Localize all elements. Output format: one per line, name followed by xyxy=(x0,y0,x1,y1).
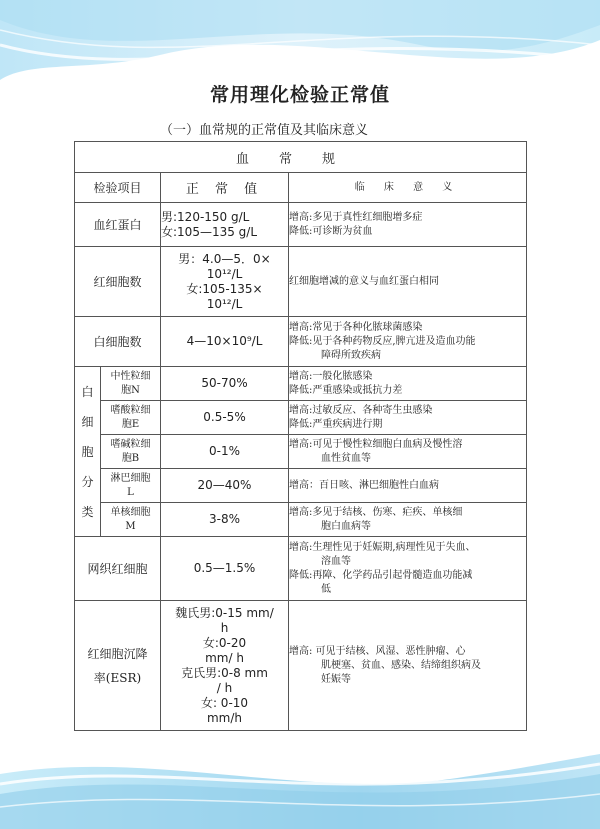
clinical-meaning: 增高:一般化脓感染 降低:严重感染或抵抗力差 xyxy=(289,367,527,401)
clinical-meaning: 增高:常见于各种化脓球菌感染 降低:见于各种药物反应,脾亢进及造血功能 障碍所致疾病 xyxy=(289,317,527,367)
item-name: 红细胞数 xyxy=(75,247,161,317)
bottom-wave-decoration xyxy=(0,729,600,829)
normal-value: 魏氏男:0-15 mm/ h 女:0-20 mm/ h 克氏男:0-8 mm / h 女: 0-10 mm/h xyxy=(161,601,289,731)
table-row xyxy=(75,503,527,537)
item-name: 单核细胞 M xyxy=(101,503,161,537)
item-name: 红细胞沉降 率(ESR) xyxy=(75,601,161,731)
normal-value: 男：4.0—5．0× 10¹²/L 女:105-135× 10¹²/L xyxy=(161,247,289,317)
table-header-title: 血常规 xyxy=(75,142,527,173)
clinical-meaning: 增高:多见于结核、伤寒、疟疾、单核细 胞白血病等 xyxy=(289,503,527,537)
table-row xyxy=(75,247,527,317)
column-header-clinical: 临 床 意 义 xyxy=(289,173,527,203)
section-subtitle: （一）血常规的正常值及其临床意义 xyxy=(160,123,369,138)
normal-value: 50-70% xyxy=(161,367,289,401)
clinical-meaning: 增高: 可见于结核、风湿、恶性肿瘤、心 肌梗塞、贫血、感染、结缔组织病及 妊娠等 xyxy=(289,601,527,731)
group-label-char: 胞 xyxy=(81,444,94,459)
clinical-meaning: 红细胞增减的意义与血红蛋白相同 xyxy=(289,247,527,317)
wbc-group-label xyxy=(75,367,101,537)
table-row xyxy=(75,537,527,601)
item-name: 嗜酸粒细 胞E xyxy=(101,401,161,435)
normal-value: 3-8% xyxy=(161,503,289,537)
normal-value: 20—40% xyxy=(161,469,289,503)
clinical-meaning: 增高:可见于慢性粒细胞白血病及慢性溶 血性贫血等 xyxy=(289,435,527,469)
table-row xyxy=(75,401,527,435)
blood-routine-table xyxy=(74,141,527,731)
table-row xyxy=(75,469,527,503)
group-label-char: 分 xyxy=(81,474,94,489)
normal-value: 4—10×10⁹/L xyxy=(161,317,289,367)
table-row xyxy=(75,317,527,367)
group-label-char: 细 xyxy=(81,414,94,429)
page-title: 常用理化检验正常值 xyxy=(209,84,390,106)
clinical-meaning: 增高:过敏反应、各种寄生虫感染 降低:严重疾病进行期 xyxy=(289,401,527,435)
item-name: 淋巴细胞 L xyxy=(101,469,161,503)
normal-value: 0.5-5% xyxy=(161,401,289,435)
group-label-char: 类 xyxy=(81,504,94,519)
item-name: 嗜碱粒细 胞B xyxy=(101,435,161,469)
clinical-meaning: 增高:生理性见于妊娠期,病理性见于失血、 溶血等 降低:再障、化学药品引起骨髓造血功能减 低 xyxy=(289,537,527,601)
normal-value: 0.5—1.5% xyxy=(161,537,289,601)
table-row xyxy=(75,367,527,401)
column-header-normal: 正 常 值 xyxy=(161,173,289,203)
normal-value: 0-1% xyxy=(161,435,289,469)
table-row xyxy=(75,601,527,731)
normal-value: 男:120-150 g/L 女:105—135 g/L xyxy=(161,203,289,247)
column-header-item: 检验项目 xyxy=(75,173,161,203)
clinical-meaning: 增高：百日咳、淋巴细胞性白血病 xyxy=(289,469,527,503)
table-row xyxy=(75,203,527,247)
item-name: 网织红细胞 xyxy=(75,537,161,601)
group-label-char: 白 xyxy=(81,384,94,399)
item-name: 白细胞数 xyxy=(75,317,161,367)
item-name: 中性粒细 胞N xyxy=(101,367,161,401)
table-row xyxy=(75,435,527,469)
clinical-meaning: 增高:多见于真性红细胞增多症 降低:可诊断为贫血 xyxy=(289,203,527,247)
item-name: 血红蛋白 xyxy=(75,203,161,247)
